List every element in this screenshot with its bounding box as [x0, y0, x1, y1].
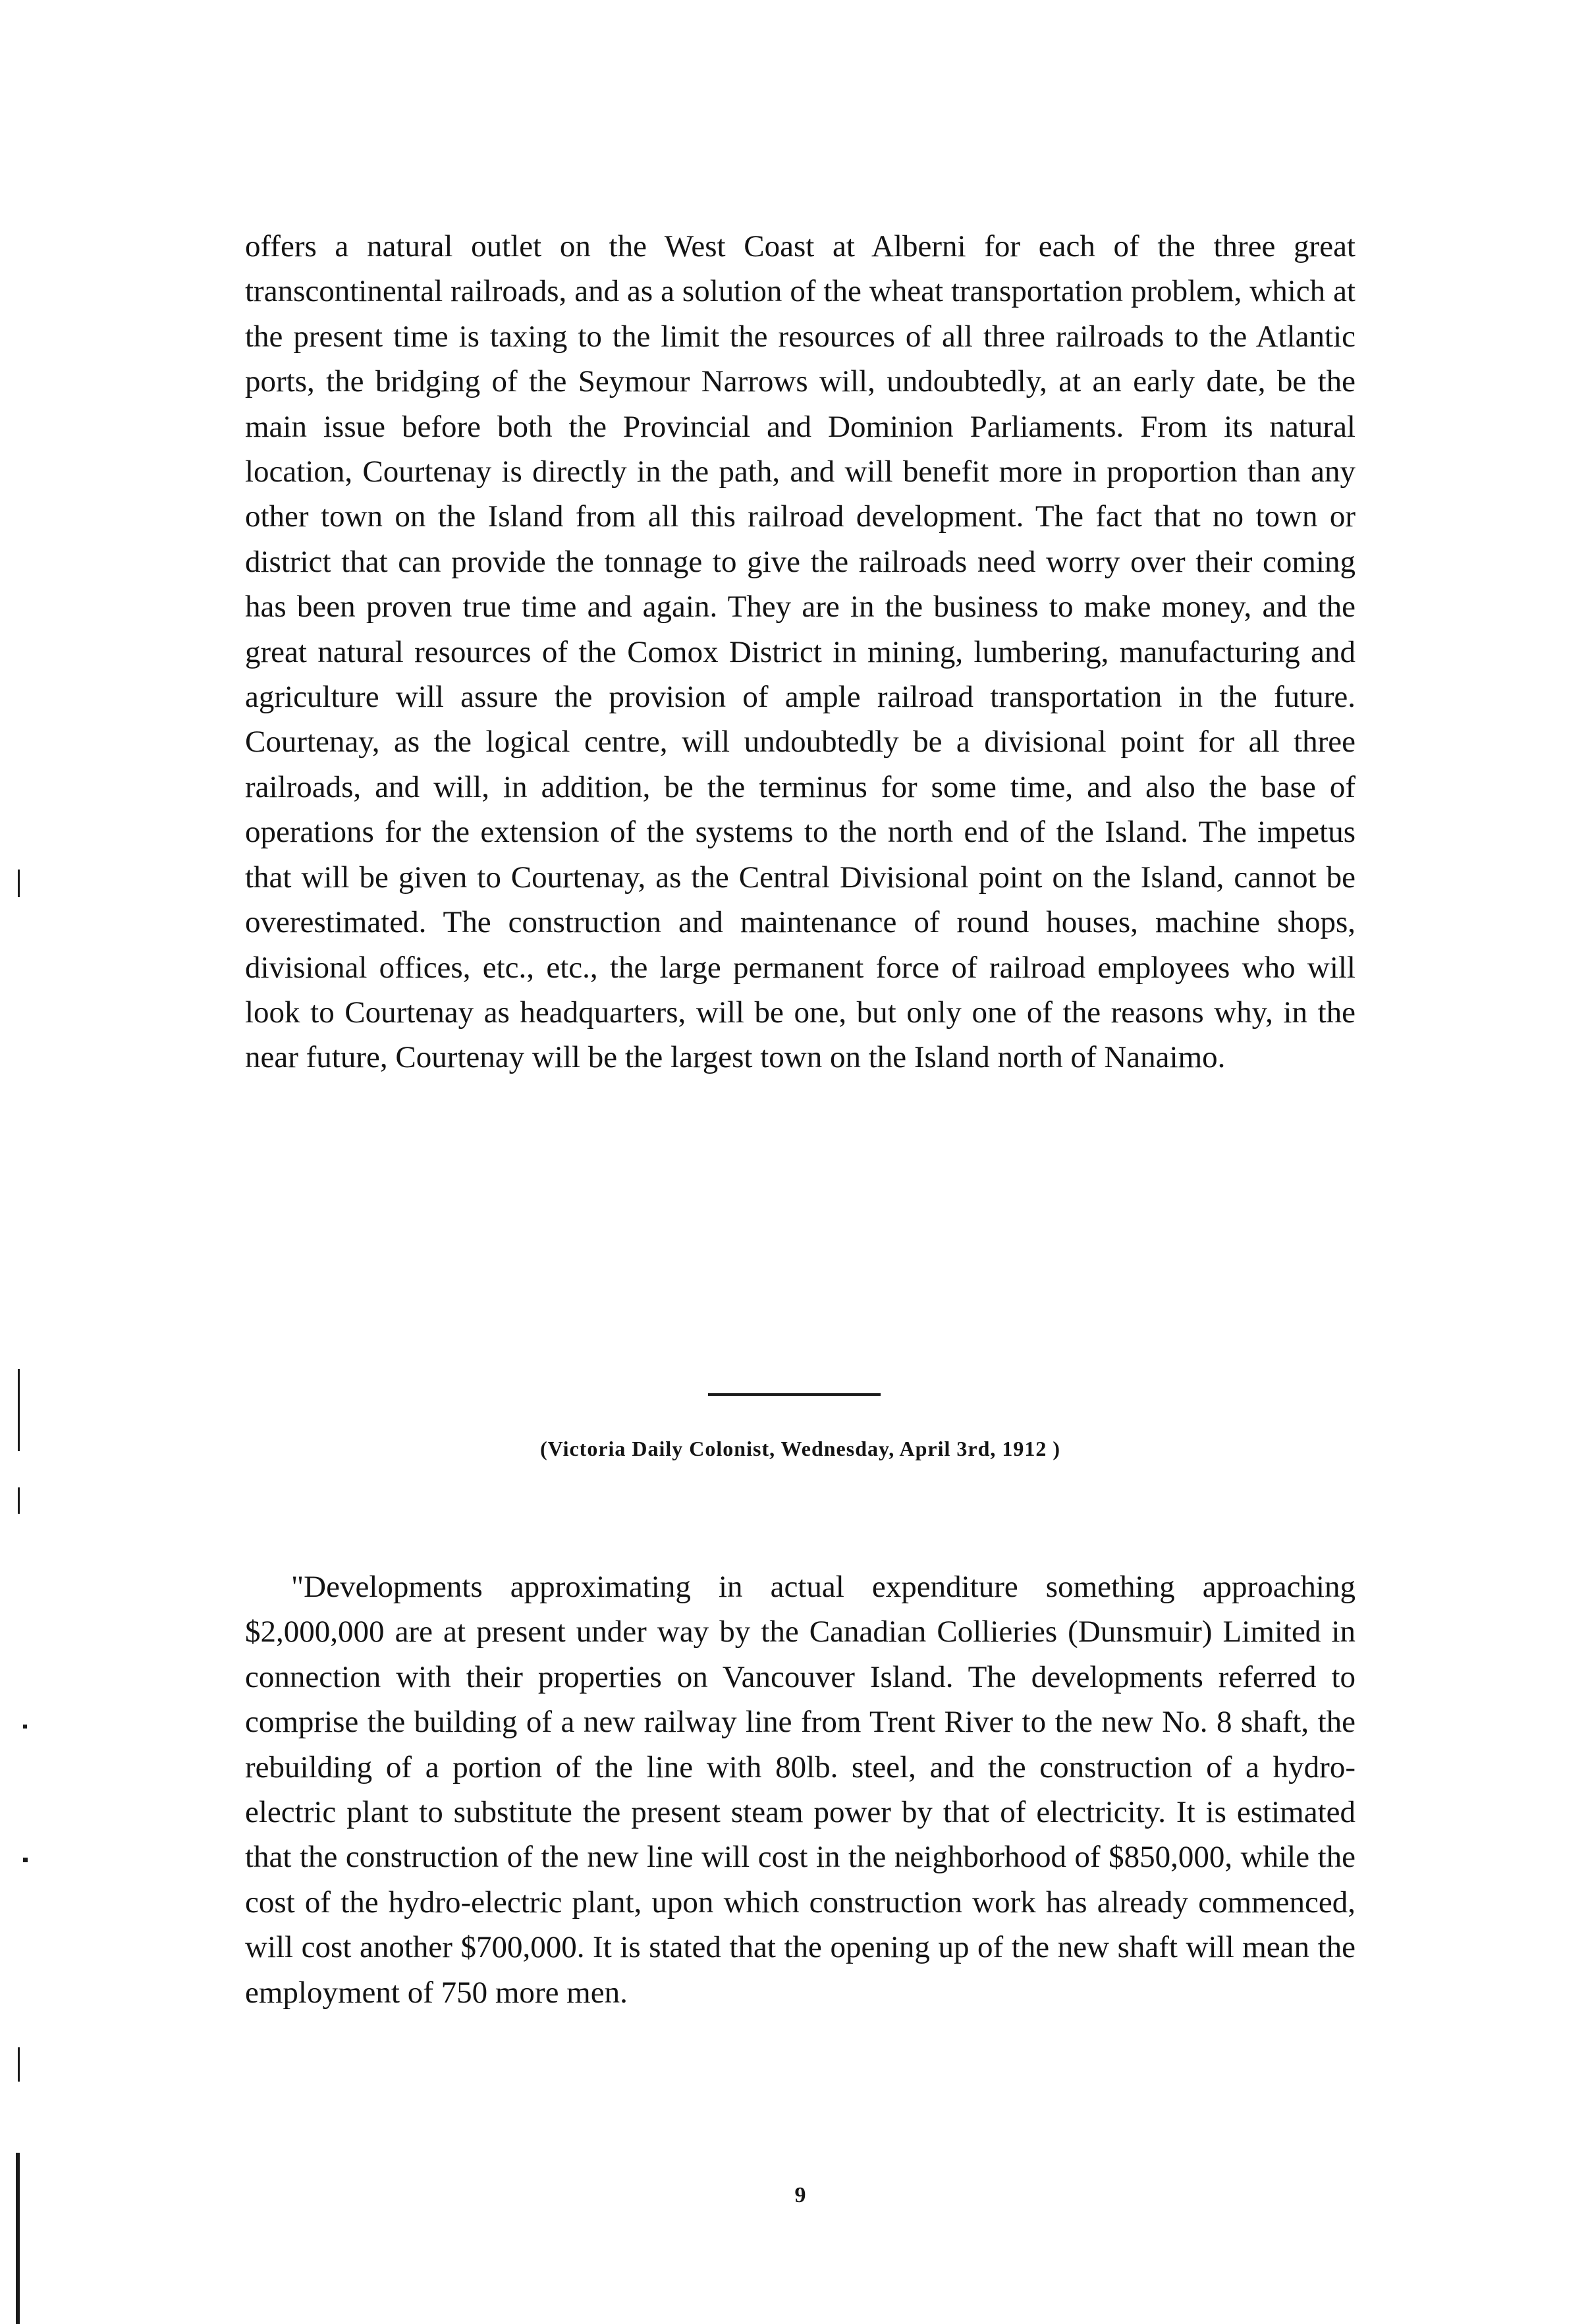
- left-margin-mark: [18, 1487, 20, 1514]
- newspaper-citation: (Victoria Daily Colonist, Wednesday, April 3rd, 1912 ): [539, 1437, 1061, 1460]
- section-divider: [708, 1393, 881, 1396]
- left-margin-mark: [23, 1858, 28, 1862]
- left-margin-mark: [18, 870, 20, 897]
- page-number: 9: [794, 2183, 806, 2207]
- left-margin-mark: [16, 2153, 20, 2324]
- body-paragraph-1: offers a natural outlet on the West Coast at Alberni for each of the three great transcontinental railroads, and as a solution of the wheat transportation problem, which at the present time is taxing to the limit the resources of all three railroads to the Atlantic ports, the bridging of the Seymour Narrows will, undoubtedly, at an early date, be the main issue before both the Provincial and Dominion Parliaments. From its natural location, Courtenay is directly in the path, and will benefit more in proportion than any other town on the Island from all this railroad development. The fact that no town or district that can provide the tonnage to give the railroads need worry over their coming has been proven true time and again. They are in the business to make money, and the great natural resources of the Comox District in mining, lumbering, manufacturing and agriculture will assure the provision of ample railroad transportation in the future. Courtenay, as the logical centre, will undoubtedly be a divisional point for all three railroads, and will, in addition, be the terminus for some time, and also the base of operations for the extension of the systems to the north end of the Island. The impetus that will be given to Courtenay, as the Central Divisional point on the Island, cannot be overestimated. The construction and maintenance of round houses, machine shops, divisional offices, etc., etc., the large permanent force of railroad employees who will look to Courtenay as headquarters, will be one, but only one of the reasons why, in the near future, Courtenay will be the largest town on the Island north of Nanaimo.: [245, 229, 1355, 1075]
- left-margin-mark: [18, 1369, 20, 1451]
- left-margin-mark: [23, 1725, 27, 1729]
- body-paragraph-2: "Developments approximating in actual expenditure something approaching $2,000,000 are at present under way by the Canadian Collieries (Dunsmuir) Limited in connection with their properties on Vancouver Island. The developments referred to comprise the building of a new railway line from Trent River to the new No. 8 shaft, the rebuilding of a portion of the line with 80lb. steel, and the construction of a hydro-electric plant to substitute the present steam power by that of electricity. It is estimated that the construction of the new line will cost in the neighborhood of $850,000, while the cost of the hydro-electric plant, upon which construction work has already commenced, will cost another $700,000. It is stated that the opening up of the new shaft will mean the employment of 750 more men.: [245, 1570, 1355, 2010]
- left-margin-mark: [18, 2047, 20, 2082]
